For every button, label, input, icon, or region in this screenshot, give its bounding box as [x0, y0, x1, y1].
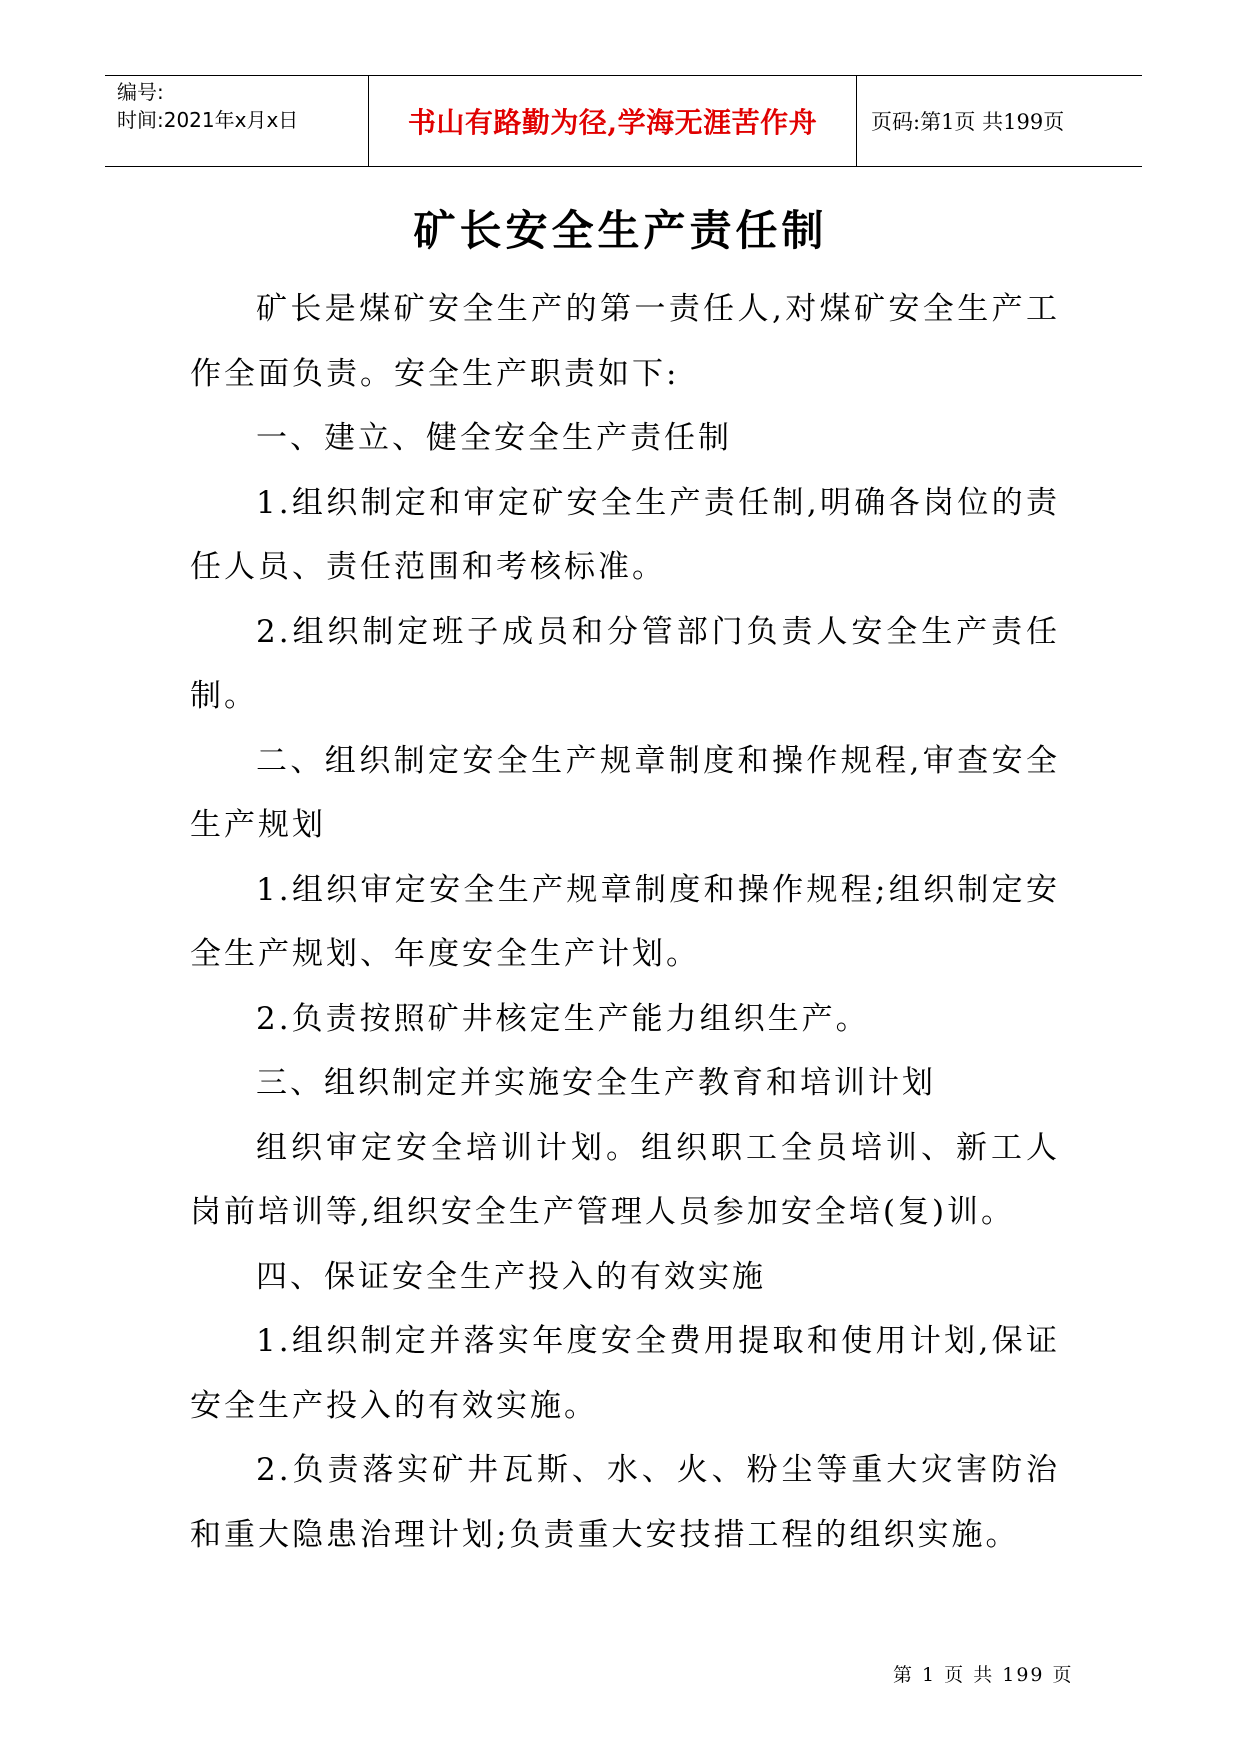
paragraph: 1.组织审定安全生产规章制度和操作规程;组织制定安全生产规划、年度安全生产计划。	[190, 871, 1060, 972]
document-body	[190, 277, 1060, 1567]
paragraph: 矿长是煤矿安全生产的第一责任人,对煤矿安全生产工作全面负责。安全生产职责如下:	[190, 291, 1060, 392]
header-page-info: 页码:第1页 共199页	[871, 110, 1065, 134]
section-heading: 一、建立、健全安全生产责任制	[256, 420, 732, 456]
header-motto: 书山有路勤为径,学海无涯苦作舟	[369, 76, 857, 166]
time-label: 时间:2021年x月x日	[117, 108, 299, 132]
header-meta	[105, 76, 369, 166]
document-title: 矿长安全生产责任制	[413, 206, 828, 255]
section-heading: 四、保证安全生产投入的有效实施	[256, 1258, 766, 1295]
paragraph: 2.负责按照矿井核定生产能力组织生产。	[256, 1000, 870, 1037]
paragraph: 1.组织制定并落实年度安全费用提取和使用计划,保证安全生产投入的有效实施。	[190, 1323, 1060, 1424]
document-header	[105, 75, 1142, 167]
paragraph: 2.负责落实矿井瓦斯、水、火、粉尘等重大灾害防治和重大隐患治理计划;负责重大安技措工程的组织实施。	[190, 1452, 1060, 1553]
number-label: 编号:	[117, 80, 164, 104]
section-heading: 三、组织制定并实施安全生产教育和培训计划	[256, 1065, 936, 1101]
section-heading: 二、组织制定安全生产规章制度和操作规程,审查安全生产规划	[190, 742, 1060, 843]
paragraph: 2.组织制定班子成员和分管部门负责人安全生产责任制。	[190, 613, 1060, 714]
paragraph: 组织审定安全培训计划。组织职工全员培训、新工人岗前培训等,组织安全生产管理人员参加安全培(复)训。	[190, 1129, 1060, 1230]
paragraph: 1.组织制定和审定矿安全生产责任制,明确各岗位的责任人员、责任范围和考核标准。	[190, 484, 1060, 585]
page-footer: 第 1 页 共 199 页	[893, 1664, 1074, 1686]
